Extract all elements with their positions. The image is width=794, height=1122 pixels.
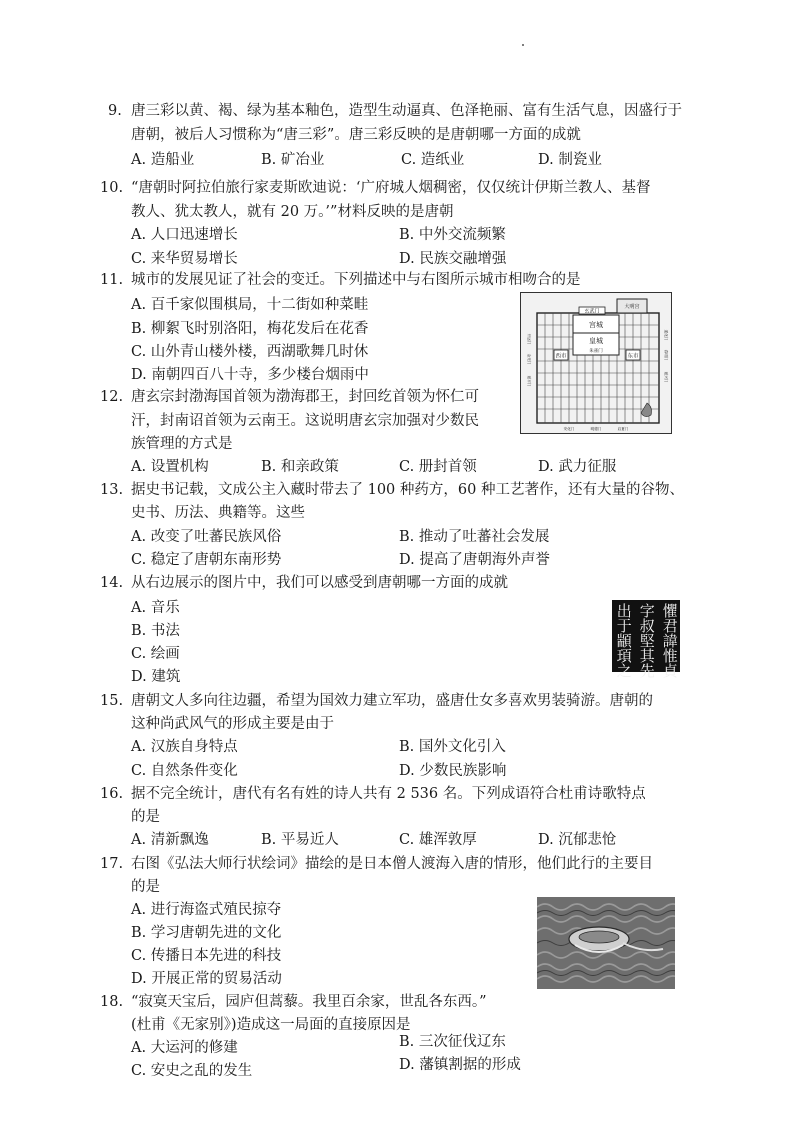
option-d[interactable]: D. 制瓷业 bbox=[538, 152, 602, 168]
option-a[interactable]: A. 百千家似围棋局，十二街如种菜畦 bbox=[131, 297, 369, 313]
option-d[interactable]: D. 武力征服 bbox=[538, 459, 617, 475]
question-text: 史书、历法、典籍等。这些 bbox=[131, 505, 305, 521]
option-d[interactable]: D. 沉郁悲怆 bbox=[538, 832, 617, 848]
map-label-yanpingmen: 延平门 bbox=[527, 375, 531, 387]
option-c[interactable]: C. 册封首领 bbox=[399, 459, 477, 475]
option-d[interactable]: D. 南朝四百八十寺，多少楼台烟雨中 bbox=[131, 367, 369, 383]
map-label-chunmingmen: 春明门 bbox=[664, 349, 668, 361]
option-a[interactable]: A. 汉族自身特点 bbox=[131, 739, 238, 755]
question-number: 11. bbox=[100, 272, 124, 288]
option-b[interactable]: B. 和亲政策 bbox=[261, 459, 339, 475]
question-text: 的是 bbox=[131, 879, 160, 895]
question-number: 9. bbox=[108, 103, 122, 119]
map-label-anhuamen: 安化门 bbox=[563, 427, 575, 431]
option-d[interactable]: D. 建筑 bbox=[131, 669, 181, 685]
map-label-yanxingmen: 延兴门 bbox=[664, 371, 668, 383]
calligraphy-column bbox=[639, 603, 654, 678]
question-number: 16. bbox=[100, 786, 124, 802]
map-label-xishi: 西市 bbox=[555, 353, 567, 360]
map-label-dongshi: 东市 bbox=[627, 353, 639, 360]
map-label-kaiyuanmen: 开远门 bbox=[527, 333, 531, 345]
question-number: 10. bbox=[100, 180, 124, 196]
calligraphy-text: 出于顓頊之 bbox=[614, 603, 633, 678]
option-a[interactable]: A. 改变了吐蕃民族风俗 bbox=[131, 529, 282, 545]
question-text: 据史书记载，文成公主入藏时带去了 100 种药方，60 种工艺著作，还有大量的谷物、 bbox=[131, 482, 684, 498]
question-number: 14. bbox=[100, 575, 124, 591]
option-a[interactable]: A. 人口迅速增长 bbox=[131, 227, 238, 243]
map-label-xuanwumen: 玄武门 bbox=[584, 308, 600, 315]
map-label-daminggong: 大明宫 bbox=[624, 304, 640, 310]
question-number: 18. bbox=[100, 994, 124, 1010]
question-text: 城市的发展见证了社会的变迁。下列描述中与右图所示城市相吻合的是 bbox=[131, 272, 581, 288]
option-c[interactable]: C. 雄浑敦厚 bbox=[399, 832, 477, 848]
question-text: 教人、犹太教人，就有 20 万。’”材料反映的是唐朝 bbox=[131, 204, 454, 220]
ship-on-waves-painting bbox=[537, 897, 675, 989]
question-number: 12. bbox=[100, 389, 124, 405]
map-label-qixiamen: 启夏门 bbox=[617, 427, 629, 431]
map-label-tonghuamen: 通化门 bbox=[664, 329, 668, 341]
option-d[interactable]: D. 提高了唐朝海外声誉 bbox=[399, 552, 550, 568]
question-number: 13. bbox=[100, 482, 124, 498]
option-c[interactable]: C. 造纸业 bbox=[401, 152, 465, 168]
option-d[interactable]: D. 少数民族影响 bbox=[399, 763, 507, 779]
question-text: 唐朝，被后人习惯称为“唐三彩”。唐三彩反映的是唐朝哪一方面的成就 bbox=[131, 127, 581, 143]
option-d[interactable]: D. 藩镇割据的形成 bbox=[399, 1057, 521, 1073]
option-a[interactable]: A. 音乐 bbox=[131, 600, 180, 616]
map-label-mingdemen: 明德门 bbox=[590, 427, 602, 431]
option-b[interactable]: B. 中外交流频繁 bbox=[399, 227, 506, 243]
chang-an-city-map bbox=[520, 292, 672, 434]
option-c[interactable]: C. 绘画 bbox=[131, 646, 180, 662]
question-text: 这种尚武风气的形成主要是由于 bbox=[131, 716, 334, 732]
option-a[interactable]: A. 造船业 bbox=[131, 152, 195, 168]
map-label-zhuquemen: 朱雀门 bbox=[589, 349, 603, 354]
question-text: 从右边展示的图片中，我们可以感受到唐朝哪一方面的成就 bbox=[131, 575, 508, 591]
question-number: 17. bbox=[100, 856, 124, 872]
question-text: “唐朝时阿拉伯旅行家麦斯欧迪说：‘广府城人烟稠密，仅仅统计伊斯兰教人、基督 bbox=[131, 180, 651, 196]
question-text: 唐玄宗封渤海国首领为渤海郡王，封回纥首领为怀仁可 bbox=[131, 389, 479, 405]
option-d[interactable]: D. 民族交融增强 bbox=[399, 251, 507, 267]
calligraphy-text: 字叔堅其先 bbox=[637, 603, 656, 678]
question-text: 据不完全统计，唐代有名有姓的诗人共有 2 536 名。下列成语符合杜甫诗歌特点 bbox=[131, 786, 646, 802]
calligraphy-column bbox=[662, 603, 677, 678]
question-text: 汗，封南诏首领为云南王。这说明唐玄宗加强对少数民 bbox=[131, 413, 479, 429]
map-label-huangcheng: 皇城 bbox=[589, 337, 603, 345]
option-c[interactable]: C. 稳定了唐朝东南形势 bbox=[131, 552, 282, 568]
map-label-jinguangmen: 金光门 bbox=[527, 353, 531, 365]
scan-speck bbox=[522, 44, 524, 46]
option-b[interactable]: B. 推动了吐蕃社会发展 bbox=[399, 529, 550, 545]
question-text: 唐朝文人多向往边疆，希望为国效力建立军功，盛唐仕女多喜欢男装骑游。唐朝的 bbox=[131, 693, 653, 709]
question-text: “寂寞天宝后，园庐但蒿藜。我里百余家，世乱各东西。” bbox=[131, 994, 487, 1010]
option-b[interactable]: B. 矿冶业 bbox=[261, 152, 325, 168]
map-label-gongcheng: 宫城 bbox=[589, 321, 603, 329]
option-c[interactable]: C. 山外青山楼外楼，西湖歌舞几时休 bbox=[131, 344, 369, 360]
option-a[interactable]: A. 清新飘逸 bbox=[131, 832, 209, 848]
option-b[interactable]: B. 三次征伐辽东 bbox=[399, 1034, 506, 1050]
option-b[interactable]: B. 柳絮飞时别洛阳，梅花发后在花香 bbox=[131, 321, 369, 337]
calligraphy-text: 懼君諱惟貞 bbox=[660, 603, 679, 678]
option-c[interactable]: C. 来华贸易增长 bbox=[131, 251, 238, 267]
question-text: 族管理的方式是 bbox=[131, 436, 233, 452]
calligraphy-rubbing-image bbox=[612, 600, 680, 678]
option-c[interactable]: C. 自然条件变化 bbox=[131, 763, 238, 779]
option-c[interactable]: C. 安史之乱的发生 bbox=[131, 1063, 253, 1079]
option-b[interactable]: B. 书法 bbox=[131, 623, 180, 639]
question-text: 右图《弘法大师行状绘词》描绘的是日本僧人渡海入唐的情形，他们此行的主要目 bbox=[131, 856, 653, 872]
question-text: 的是 bbox=[131, 809, 160, 825]
option-a[interactable]: A. 进行海盗式殖民掠夺 bbox=[131, 902, 282, 918]
option-b[interactable]: B. 平易近人 bbox=[261, 832, 339, 848]
option-d[interactable]: D. 开展正常的贸易活动 bbox=[131, 971, 282, 987]
option-b[interactable]: B. 学习唐朝先进的文化 bbox=[131, 925, 282, 941]
option-a[interactable]: A. 设置机构 bbox=[131, 459, 209, 475]
option-c[interactable]: C. 传播日本先进的科技 bbox=[131, 948, 282, 964]
question-number: 15. bbox=[100, 693, 124, 709]
option-a[interactable]: A. 大运河的修建 bbox=[131, 1040, 238, 1056]
question-text: 唐三彩以黄、褐、绿为基本釉色，造型生动逼真、色泽艳丽、富有生活气息，因盛行于 bbox=[131, 103, 682, 119]
calligraphy-column bbox=[616, 603, 631, 678]
question-text: (杜甫《无家别》)造成这一局面的直接原因是 bbox=[131, 1017, 411, 1033]
option-b[interactable]: B. 国外文化引入 bbox=[399, 739, 506, 755]
